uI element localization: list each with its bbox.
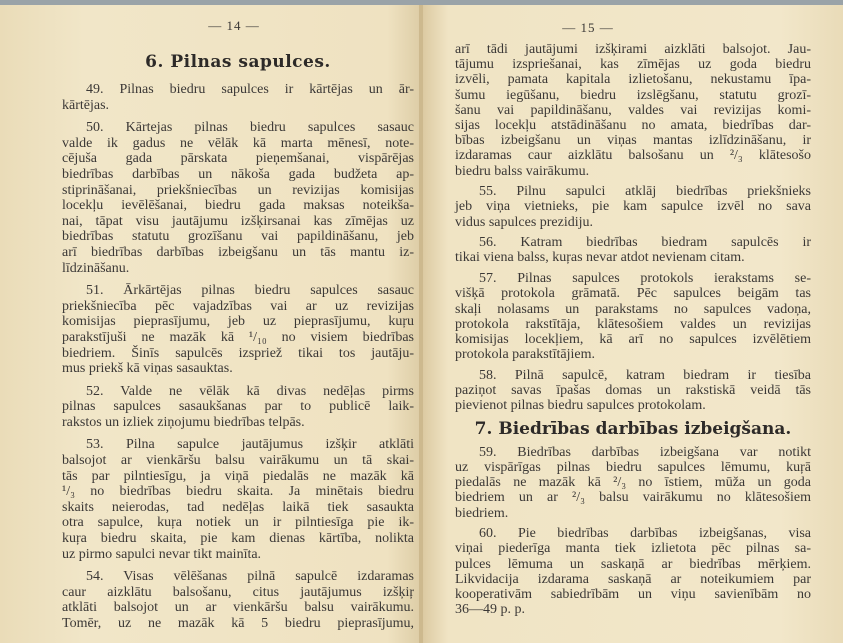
text-line: pilnas sapulces sasaukšanas par to publicē laik- (62, 399, 414, 415)
paragraph (455, 271, 811, 362)
text-line: viņai piederīga manta tiek izlietota pēc pilnas sa- (455, 541, 811, 557)
text-line: biedriem. (455, 505, 509, 521)
text-line: arī biedrības darbības izbeigšanu un tās mantu iz- (62, 244, 414, 260)
text-line: piedalās ne mazāk kā ²/₃ no īstiem, mūža un goda (455, 475, 811, 491)
paragraph (62, 82, 414, 113)
text-line: caur aizklātu balsošanu, citus jautājumus izšķiŗ (62, 584, 414, 600)
text-line: 56. Katram biedrības biedram sapulcēs ir (479, 235, 811, 251)
left-page (0, 5, 421, 643)
text-line: Tomēr, uz ne mazāk kā 5 biedru pieprasījumu, (62, 616, 414, 631)
text-line: 51. Ārkārtējas pilnas biedru sapulces sasauc (86, 283, 414, 299)
text-line: kārtējas. (62, 97, 110, 113)
text-line: parakstījuši ne mazāk kā ¹/₁₀ no visiem biedrības (62, 329, 414, 345)
page-number: — 15 — (562, 20, 614, 35)
text-line: šanu vai papildināšanu, valdes vai revizijas komi- (455, 102, 811, 118)
text-line: izdaramas caur aizklātu balsošanu un ²/₃ klātesošo (455, 148, 811, 164)
text-line: balsojot ar vienkāršu balsu vairākumu un tā skai- (62, 453, 414, 469)
text-line: uz vispārīgas pilnas biedru sapulces lēmumu, kuŗā (455, 460, 811, 475)
text-line: biedriem. Šinīs sapulcēs izspriež tikai tos jautāju- (62, 345, 414, 361)
text-line: šumu iegūšanu, biedru izslēgšanu, statutu grozī- (455, 87, 811, 103)
text-line: izvēli, pamata kapitala izlietošanu, nekustamu īpa- (455, 72, 811, 88)
text-line: pulces lēmuma un saskaņā ar biedrības mērķiem. (455, 556, 811, 572)
text-line: biedriem un ar ²/₃ balsu vairākumu no klātesošiem (455, 490, 811, 506)
text-line: līdzināšanu. (62, 260, 130, 276)
text-line: 60. Pie biedrības darbības izbeigšanas, visa (479, 526, 811, 542)
page-body (455, 42, 811, 617)
right-page-content (455, 20, 811, 623)
text-line: 53. Pilna sapulce jautājumus izšķir atklāti (86, 437, 414, 453)
paragraph (62, 120, 414, 276)
text-line: ¹/₃ no biedrības biedru skaita. Ja minētais biedru (62, 484, 414, 500)
paragraph (62, 384, 414, 431)
page-number: — 14 — (208, 18, 260, 33)
text-line: 59. Biedrības darbības izbeigšana var notikt (479, 444, 811, 460)
text-line: biedrības darbības un nākoša gada budžeta ap- (62, 166, 414, 182)
text-line: 57. Pilnas sapulces protokols ierakstams se- (479, 271, 811, 287)
text-line: jeb viņa vietnieks, pie kam sapulce izvēl no sava (455, 199, 811, 215)
text-line: protokola rakstītāja, klātesošiem valdes un revizijas (455, 316, 811, 332)
text-line: višķā protokola grāmatā. Pēc sapulces beigām tas (455, 286, 811, 302)
text-line: mus priekš kā viņas sasauktas. (62, 361, 233, 377)
text-line: 49. Pilnas biedru sapulces ir kārtējas un ār- (86, 82, 414, 97)
paragraph (455, 184, 811, 230)
text-line: biedrības statutu grozīšanu vai papildināšanu, jeb (62, 229, 414, 245)
paragraph (455, 445, 811, 521)
paragraph (62, 437, 414, 562)
text-line: 50. Kārtejas pilnas biedru sapulces sasauc (86, 120, 414, 136)
text-line: pievienot pilnas biedru sapulces protokolam. (455, 398, 706, 414)
paragraph (62, 569, 414, 631)
paragraph (455, 368, 811, 414)
text-line: tās par pilntiesīgu, ja viņā piedalās ne mazāk kā (62, 468, 414, 484)
section-heading: 6. Pilnas sapulces. (145, 52, 331, 72)
text-line: kuŗa biedru skaita, pie kam dienas kārtība, nolikta (62, 531, 414, 547)
text-line: skaļi nolasams un parakstams no sapulces vadoņa, (455, 301, 811, 317)
text-line: 58. Pilnā sapulcē, katram biedram ir tiesība (479, 367, 811, 383)
page-body (62, 52, 414, 632)
text-line: komisijas pieprasījumu, jeb uz pieprasījumu, kuŗu (62, 314, 414, 330)
text-line: nai, tāpat visu jautājumu izšķirsanai kas zīmējas uz (62, 213, 414, 229)
text-line: 54. Visas vēlēšanas pilnā sapulcē izdaramas (86, 569, 414, 585)
text-line: 52. Valde ne vēlāk kā divas nedēļas pirms (86, 383, 414, 399)
text-line: valde ik gadus ne vēlāk kā marta mēnesī, note- (62, 135, 414, 151)
text-line: otra sapulce, kuŗa notiek un ir pilntiesīga pie ik- (62, 515, 414, 531)
text-line: 36—49 p. p. (455, 602, 525, 618)
left-page-content (62, 18, 414, 639)
text-line: kooperativām sabiedrībām un viņu savienībām no (455, 587, 811, 602)
text-line: tājumu izspriešanai, kas zīmējas uz goda biedru (455, 57, 811, 73)
text-line: Likvidacija izdarama saskaņā ar noteikumiem par (455, 571, 811, 587)
paragraph (455, 235, 811, 265)
text-line: 55. Pilnu sapulci atklāj biedrības priekšnieks (479, 184, 811, 200)
text-line: stiprināšanai, priekšniecības un revizijas komisijas (62, 182, 414, 198)
text-line: protokola parakstītājiem. (455, 347, 595, 363)
text-line: tikai viena balss, kuŗas nevar atdot nevienam citam. (455, 250, 745, 266)
paragraph (62, 283, 414, 377)
text-line: paziņot savas īpašas domas un rakstiskā veidā tās (455, 382, 811, 398)
text-line: priekšniecība pēc vajadzības vai ar uz revizijas (62, 298, 414, 314)
text-line: komisijas locekļiem, kā arī no sapulces izvēlētiem (455, 331, 811, 347)
text-line: biedru balss vairākumu. (455, 163, 590, 179)
right-page (423, 5, 843, 643)
text-line: bības izbeigšanu un viņas mantas izlīdzināšanu, ir (455, 133, 811, 149)
text-line: skaits neierodas, tad nedēļas laikā tiek sasaukta (62, 499, 414, 515)
text-line: rakstos un izliek ziņojumu biedrības telpās. (62, 414, 305, 430)
paragraph (455, 526, 811, 617)
text-line: cējuša gada pārskata pieņemšanai, vispārējas (62, 151, 414, 167)
section-heading: 7. Biedrības darbības izbeigšana. (474, 418, 792, 439)
text-line: atklāti balsojot un ar vienkāršu balsu vairākumu. (62, 600, 414, 616)
text-line: vidus sapulces prezidiju. (455, 214, 594, 230)
text-line: locekļu ievēlēšanai, biedru gada maksas noteikša- (62, 198, 414, 214)
text-line: arī tādi jautājumi izšķirami aizklāti balsojot. Jau- (455, 42, 811, 57)
text-line: sijas locekļu atstādināšanu no amata, biedrības dar- (455, 117, 811, 133)
paragraph (455, 42, 811, 179)
text-line: uz pirmo sapulci nevar tikt mainīta. (62, 546, 262, 562)
